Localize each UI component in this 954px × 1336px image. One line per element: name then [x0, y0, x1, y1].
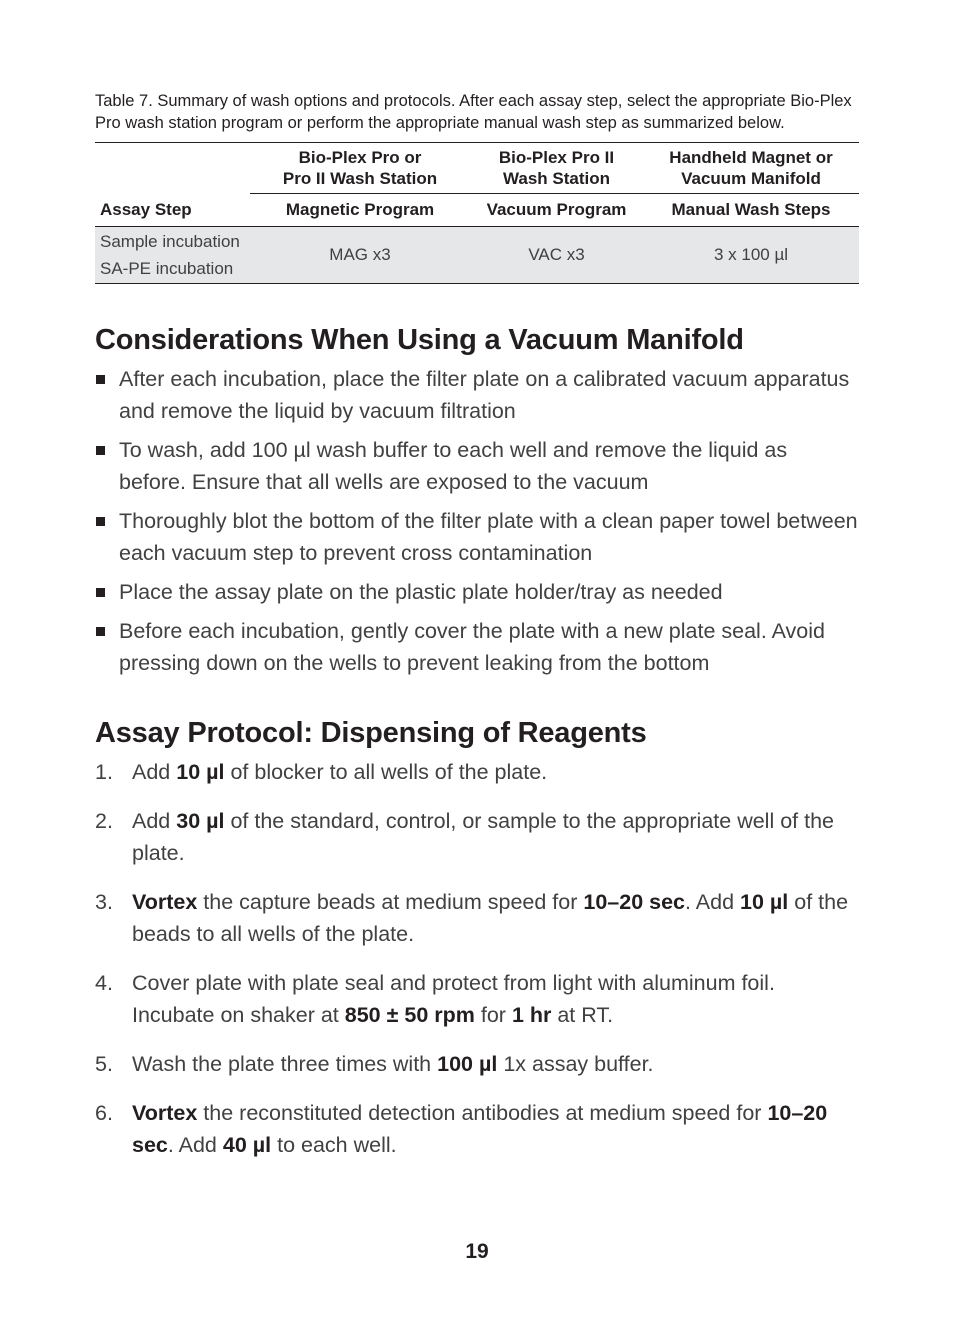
list-item: [95, 505, 859, 569]
bullet-text: To wash, add 100 µl wash buffer to each well and remove the liquid as before. Ensure that all wells are exposed to the vacuum: [119, 438, 788, 494]
list-item: [95, 434, 859, 498]
wash-options-table: [95, 142, 859, 284]
step-number: 1.: [95, 760, 113, 784]
step-text: Add: [132, 760, 177, 784]
step-text: for: [474, 1003, 512, 1027]
step-emphasis: 10 µl: [740, 890, 789, 914]
cell-assay-step: [95, 227, 250, 284]
step-emphasis: 10 µl: [176, 760, 225, 784]
header-line: Bio-Plex Pro II: [498, 148, 615, 167]
table-caption-title: Table 7. Summary of wash options and protocols.: [95, 92, 456, 110]
list-item: [95, 576, 859, 608]
step-emphasis: 30 µl: [176, 809, 225, 833]
step-text: Cover plate with plate seal and protect from light with aluminum foil. Incubate on shaker at: [132, 971, 775, 1027]
cell-manual-wash: 3 x 100 µl: [643, 227, 859, 284]
step-emphasis: 100 µl: [437, 1052, 498, 1076]
section-title-protocol: Assay Protocol: Dispensing of Reagents: [95, 717, 647, 749]
header-column: Magnetic Program: [285, 200, 435, 219]
step-emphasis: 10–20 sec: [132, 1101, 828, 1157]
header-line: Vacuum Manifold: [681, 169, 821, 188]
step-emphasis: 10–20 sec: [583, 890, 686, 914]
assay-step-line: SA-PE incubation: [100, 259, 234, 278]
protocol-step: [95, 1048, 859, 1080]
step-text: of blocker to all wells of the plate.: [224, 760, 548, 784]
header-column: Assay Step: [100, 199, 192, 219]
cell-vacuum-program: VAC x3: [470, 227, 643, 284]
step-text: of the beads to all wells of the plate.: [132, 890, 849, 946]
protocol-step: [95, 805, 859, 869]
bullet-text: Place the assay plate on the plastic plate holder/tray as needed: [119, 580, 723, 604]
step-emphasis: 40 µl: [222, 1133, 272, 1157]
header-line: Wash Station: [502, 169, 611, 188]
vacuum-considerations-list: [95, 363, 859, 679]
step-number: 6.: [95, 1101, 113, 1125]
list-item: [95, 615, 859, 679]
protocol-step: [95, 886, 859, 950]
protocol-step: [95, 756, 859, 788]
header-line: Handheld Magnet or: [669, 148, 833, 167]
header-equipment: [250, 143, 470, 194]
header-line: Pro II Wash Station: [282, 169, 438, 188]
step-text: Wash the plate three times with: [132, 1052, 438, 1076]
step-number: 2.: [95, 809, 113, 833]
bullet-square-icon: [96, 588, 105, 597]
step-text: at RT.: [551, 1003, 614, 1027]
header-line: Bio-Plex Pro or: [298, 148, 422, 167]
table-caption: [95, 90, 859, 134]
step-emphasis: 850 ± 50 rpm: [344, 1003, 475, 1027]
protocol-step: [95, 967, 859, 1031]
protocol-steps-list: [95, 756, 859, 1161]
table-caption-text: After each assay step, select the appropriate Bio-Plex Pro wash station program or perform the appropriate manual wash step as summarized below.: [95, 92, 852, 132]
page-number: 19: [465, 1240, 489, 1263]
step-text: 1x assay buffer.: [497, 1052, 654, 1076]
step-text: . Add: [685, 890, 741, 914]
step-text: to each well.: [271, 1133, 397, 1157]
table-header-row: [95, 143, 859, 194]
table-subheader-row: [95, 194, 859, 227]
section-title-vacuum: Considerations When Using a Vacuum Manifold: [95, 324, 744, 356]
step-emphasis: 1 hr: [511, 1003, 552, 1027]
step-text: of the standard, control, or sample to the appropriate well of the plate.: [132, 809, 835, 865]
step-number: 3.: [95, 890, 113, 914]
step-text: the reconstituted detection antibodies at medium speed for: [197, 1101, 768, 1125]
step-number: 4.: [95, 971, 113, 995]
table-row: [95, 227, 859, 284]
bullet-square-icon: [96, 517, 105, 526]
cell-magnetic-program: MAG x3: [250, 227, 470, 284]
step-emphasis: Vortex: [132, 1101, 198, 1125]
header-equipment: [470, 143, 643, 194]
assay-step-line: Sample incubation: [100, 232, 240, 251]
bullet-square-icon: [96, 375, 105, 384]
header-column: Manual Wash Steps: [671, 200, 831, 219]
bullet-text: Before each incubation, gently cover the plate with a new plate seal. Avoid pressing down on the wells to prevent leaking from the bottom: [119, 619, 825, 675]
header-blank: [95, 143, 250, 194]
step-text: the capture beads at medium speed for: [197, 890, 584, 914]
bullet-square-icon: [96, 627, 105, 636]
bullet-square-icon: [96, 446, 105, 455]
protocol-step: [95, 1097, 859, 1161]
header-equipment: [643, 143, 859, 194]
list-item: [95, 363, 859, 427]
step-emphasis: Vortex: [132, 890, 198, 914]
bullet-text: After each incubation, place the filter plate on a calibrated vacuum apparatus and remove the liquid by vacuum filtration: [119, 367, 850, 423]
step-number: 5.: [95, 1052, 113, 1076]
step-text: Add: [132, 809, 177, 833]
bullet-text: Thoroughly blot the bottom of the filter plate with a clean paper towel between each vacuum step to prevent cross contamination: [119, 509, 858, 565]
step-text: . Add: [167, 1133, 223, 1157]
header-column: Vacuum Program: [486, 200, 627, 219]
page-content: [95, 90, 859, 1178]
